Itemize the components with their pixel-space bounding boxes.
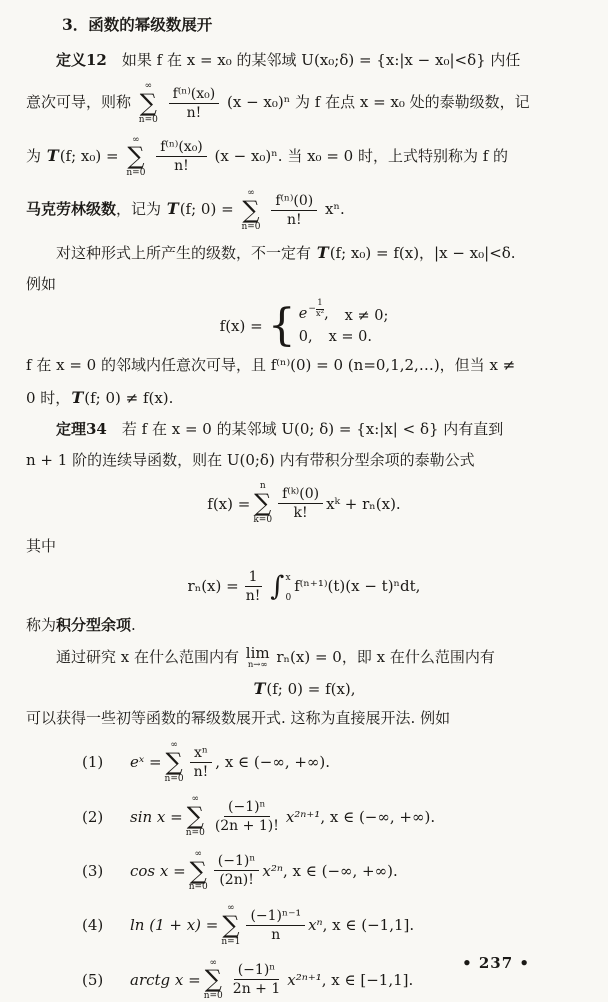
limit-subscript: n→∞ [247, 659, 268, 670]
definition-12-line-3 [26, 135, 582, 179]
fraction [156, 138, 207, 175]
summation-symbol [189, 849, 208, 893]
theorem-34-line-1 [26, 419, 582, 441]
left-brace-glyph: { [267, 299, 296, 351]
theorem-34-label: 定理34 [56, 419, 107, 438]
piecewise-row-1 [298, 298, 389, 326]
sum-lower-limit: n=0 [126, 168, 146, 179]
fraction-denominator: (2n)! [219, 872, 254, 889]
exponent-fraction [316, 299, 324, 319]
fraction-denominator: n! [186, 104, 202, 121]
for-example-text: 例如 [26, 275, 57, 294]
definition-12-text-4a: ，记为 [116, 200, 166, 219]
integral-upper-limit: x [285, 572, 291, 583]
remainder-equation [26, 568, 582, 605]
remainder-integrand: f⁽ⁿ⁺¹⁾(t)(x − t)ⁿdt, [294, 577, 421, 596]
sigma-glyph: ∑ [222, 910, 240, 939]
sum-upper-limit: ∞ [170, 740, 178, 750]
remainder-name-line [26, 615, 582, 637]
sigma-glyph: ∑ [204, 965, 222, 994]
counterexample-line-1 [26, 355, 582, 377]
sigma-glyph: ∑ [139, 89, 157, 118]
item-number: (2) [82, 807, 104, 826]
integral-limits [285, 574, 291, 603]
item-interval: , x ∈ [−1,1]. [321, 970, 414, 989]
where-text: 其中 [26, 536, 57, 555]
piecewise-row-2-value: 0, [298, 329, 313, 346]
sum-upper-limit: ∞ [191, 794, 200, 805]
limit-operator [245, 643, 270, 670]
fraction-denominator: 2n + 1 [232, 981, 281, 998]
item-power: xⁿ [308, 916, 323, 935]
fraction-denominator: n! [174, 158, 189, 175]
taylor-formula-tail: xᵏ + rₙ(x). [326, 494, 401, 513]
definition-12-text-3b: (f; x₀) = [59, 146, 119, 165]
fraction [271, 192, 317, 229]
theorem-34-line-2 [26, 450, 582, 472]
summation-symbol [221, 903, 240, 947]
remainder-lhs: rₙ(x) = [187, 577, 239, 596]
sigma-glyph: ∑ [189, 856, 207, 885]
item-power: x²ⁿ⁺¹ [287, 970, 322, 989]
definition-12-text-3c: (x − x₀)ⁿ. 当 x₀ = 0 时，上式特别称为 f 的 [214, 146, 509, 165]
sum-lower-limit: n=0 [185, 827, 205, 838]
fraction [242, 568, 265, 605]
summation-symbol [204, 958, 223, 1002]
definition-12-text-4c: xⁿ. [325, 200, 345, 219]
summation-symbol [165, 740, 184, 784]
section-heading: 3．函数的幂级数展开 [62, 15, 213, 34]
expansion-item-4 [26, 903, 582, 947]
fraction-numerator: (−1)ⁿ⁻¹ [246, 907, 305, 926]
summation-symbol [253, 481, 272, 525]
item-interval: , x ∈ (−1,1]. [322, 916, 415, 935]
taylor-formula-lhs: f(x) = [207, 494, 251, 513]
definition-12-line-2 [26, 81, 582, 125]
fraction-numerator: 1 [245, 568, 262, 587]
item-power: x²ⁿ [262, 861, 283, 880]
expansion-item-1 [26, 740, 582, 784]
script-t-symbol: T [166, 199, 179, 219]
series-equals-function-equation [26, 679, 582, 698]
item-lhs: cos x = [130, 861, 186, 880]
sum-upper-limit: ∞ [227, 903, 235, 914]
item-interval: , x ∈ (−∞, +∞). [320, 807, 436, 826]
limit-study-text-b: rₙ(x) = 0，即 x 在什么范围内有 [276, 647, 495, 666]
expansion-item-2 [26, 794, 582, 838]
series-equals-function-text: (f; 0) = f(x), [266, 679, 356, 698]
piecewise-row-1-separator: , [324, 306, 329, 323]
counterexample-line-2 [26, 386, 582, 410]
remark-text-a: 对这种形式上所产生的级数，不一定有 [56, 244, 316, 263]
sigma-glyph: ∑ [254, 489, 272, 518]
item-number: (5) [82, 970, 104, 989]
sigma-glyph: ∑ [127, 142, 145, 171]
fraction-denominator: (2n + 1)! [214, 818, 279, 835]
fraction [214, 852, 260, 889]
item-lhs: ln (1 + x) = [130, 916, 219, 935]
piecewise-row-1-value [298, 298, 329, 326]
definition-12-line-1 [26, 50, 582, 72]
fraction [246, 907, 305, 944]
sum-lower-limit: n=1 [221, 936, 241, 947]
definition-12-text-2a: 意次可导，则称 [26, 93, 132, 112]
limit-study-text-a: 通过研究 x 在什么范围内有 [56, 647, 244, 666]
definition-12-text-1: 如果 f 在 x = x₀ 的某邻域 U(x₀;δ) = {x:|x − x₀|<δ} 内任 [106, 51, 521, 70]
item-interval: , x ∈ (−∞, +∞). [282, 861, 398, 880]
piecewise-row-1-condition: x ≠ 0; [344, 308, 389, 325]
sigma-glyph: ∑ [165, 747, 183, 776]
fraction [211, 798, 283, 835]
integral-lower-limit: 0 [285, 592, 292, 603]
item-number: (4) [82, 916, 104, 935]
remark-text-b: (f; x₀) = f(x)，|x − x₀|<δ. [329, 244, 516, 263]
item-power: x²ⁿ⁺¹ [285, 807, 321, 826]
script-t-symbol: T [71, 388, 84, 408]
script-t-symbol: T [253, 679, 266, 699]
fraction-denominator: k! [293, 505, 308, 522]
remark-line-2 [26, 274, 582, 296]
piecewise-counterexample-equation [26, 298, 582, 351]
item-lhs: arctg x = [130, 970, 201, 989]
fraction [278, 485, 323, 522]
counterexample-text-1: f 在 x = 0 的邻域内任意次可导，且 f⁽ⁿ⁾(0) = 0 (n=0,1,2,…)，但当 x ≠ [26, 356, 516, 375]
remark-line-1 [26, 241, 582, 265]
theorem-34-text-1: 若 f 在 x = 0 的某邻域 U(0; δ) = {x:|x| < δ} 内有直到 [106, 419, 504, 438]
item-lhs: sin x = [130, 807, 183, 826]
fraction-denominator: n! [193, 763, 209, 780]
sum-lower-limit: n=0 [241, 221, 261, 232]
integral-glyph: ∫ [270, 570, 285, 602]
counterexample-text-2a: 0 时， [26, 389, 71, 408]
summation-symbol [241, 188, 260, 232]
fraction-numerator: (−1)ⁿ [214, 852, 260, 871]
definition-12-text-4b: (f; 0) = [179, 200, 234, 219]
maclaurin-series-term: 马克劳林级数 [26, 200, 117, 219]
remainder-name-text-a: 称为 [26, 616, 57, 634]
sum-upper-limit: ∞ [247, 188, 255, 198]
sum-upper-limit: ∞ [144, 81, 153, 92]
item-number: (1) [82, 753, 104, 772]
fraction [190, 744, 213, 781]
sum-lower-limit: k=0 [253, 515, 273, 526]
exponent-sign: − [308, 304, 316, 315]
fraction-numerator: f⁽ᵏ⁾(0) [278, 485, 323, 504]
item-number: (3) [82, 861, 104, 880]
piecewise-row-2 [299, 329, 389, 345]
item-interval: , x ∈ (−∞, +∞). [215, 753, 331, 772]
definition-12-label: 定义12 [56, 51, 107, 70]
counterexample-text-2b: (f; 0) ≠ f(x). [84, 389, 174, 408]
fraction-numerator: (−1)ⁿ [234, 961, 280, 980]
sum-upper-limit: ∞ [209, 957, 217, 968]
fraction-numerator: xⁿ [190, 744, 212, 763]
sum-lower-limit: n=0 [164, 773, 184, 784]
limit-study-line [26, 643, 582, 670]
limit-word: lim [245, 643, 270, 662]
remainder-name-text-b: . [131, 616, 136, 634]
exponent-fraction-denominator: x² [315, 308, 325, 319]
sum-lower-limit: n=0 [138, 114, 158, 125]
sum-upper-limit: ∞ [194, 848, 202, 859]
fraction [169, 85, 220, 122]
page-number: • 237 • [462, 954, 530, 972]
script-t-symbol: T [46, 145, 59, 165]
where-line [26, 536, 582, 558]
taylor-formula-equation [26, 481, 582, 525]
sum-lower-limit: n=0 [203, 991, 223, 1002]
piecewise-rows [298, 298, 389, 346]
piecewise-lhs: f(x) = [219, 316, 263, 335]
direct-expansion-line [26, 708, 582, 730]
definition-12-text-3a: 为 [26, 146, 46, 165]
fraction-denominator: n! [245, 587, 261, 604]
fraction-numerator: f⁽ⁿ⁾(x₀) [156, 138, 207, 157]
summation-symbol [139, 81, 158, 125]
fraction-numerator: f⁽ⁿ⁾(0) [271, 192, 317, 211]
exp-base: e [298, 306, 308, 323]
exponent [308, 299, 324, 319]
exponent-fraction-numerator: 1 [317, 298, 323, 309]
integral-remainder-term: 积分型余项 [56, 616, 132, 634]
definition-12-text-2b: (x − x₀)ⁿ 为 f 在点 x = x₀ 处的泰勒级数，记 [226, 93, 530, 112]
sum-upper-limit: n [259, 481, 266, 492]
fraction-denominator: n [271, 926, 281, 943]
sigma-glyph: ∑ [242, 195, 260, 224]
definition-12-line-4 [26, 188, 582, 232]
theorem-34-text-2: n + 1 阶的连续导函数，则在 U(0;δ) 内有带积分型余项的泰勒公式 [26, 450, 475, 469]
sum-lower-limit: n=0 [188, 882, 208, 893]
piecewise-row-2-condition: x = 0. [328, 329, 372, 346]
fraction [229, 961, 284, 998]
direct-expansion-text: 可以获得一些初等函数的幂级数展开式. 这称为直接展开法. 例如 [26, 709, 451, 728]
fraction-numerator: f⁽ⁿ⁾(x₀) [169, 85, 220, 104]
item-lhs: eˣ = [130, 753, 162, 772]
fraction-numerator: (−1)ⁿ [224, 798, 270, 817]
fraction-denominator: n! [286, 211, 302, 228]
summation-symbol [126, 135, 145, 179]
sum-upper-limit: ∞ [132, 134, 140, 145]
sigma-glyph: ∑ [186, 802, 204, 831]
expansion-item-3 [26, 849, 582, 893]
script-t-symbol: T [316, 243, 329, 263]
summation-symbol [186, 794, 205, 838]
